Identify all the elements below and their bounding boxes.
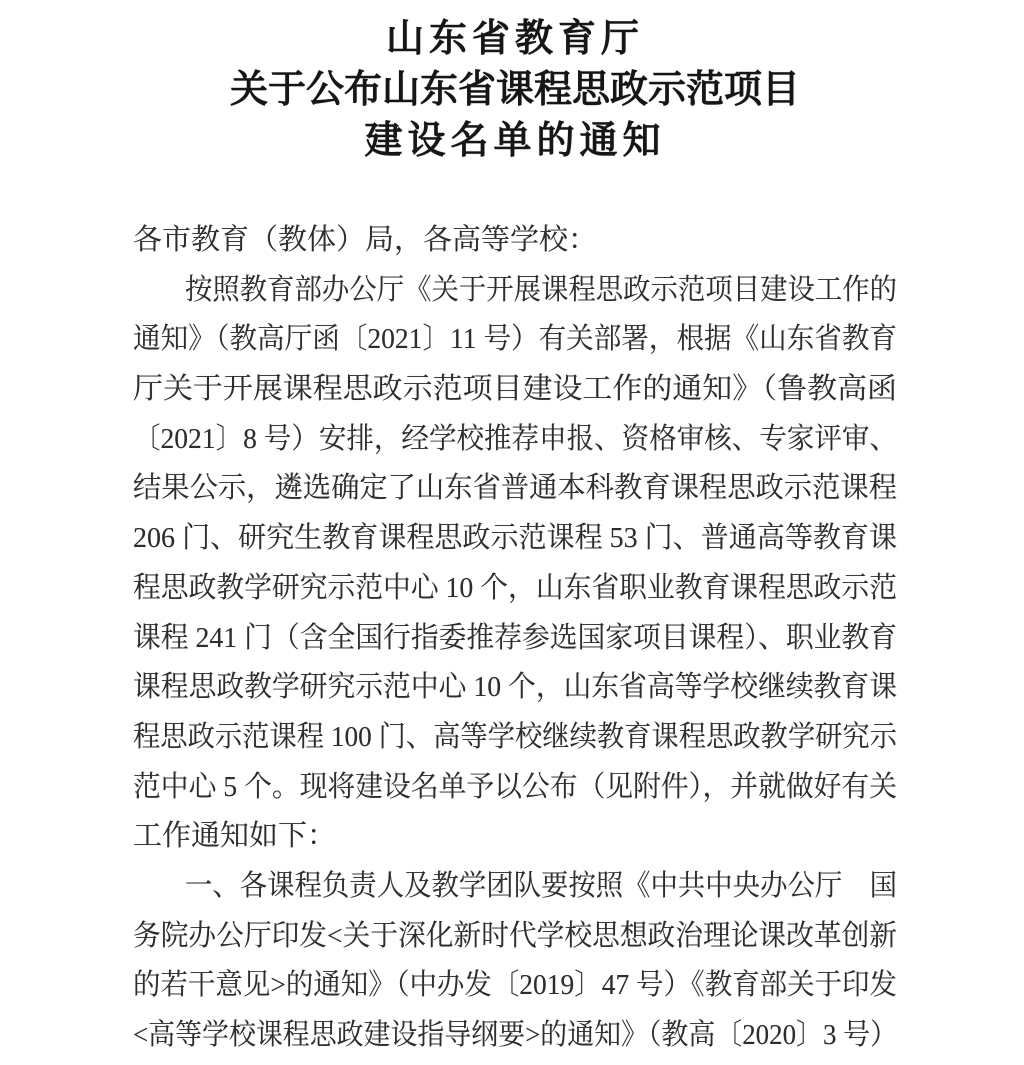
- body-line: 务院办公厅印发<关于深化新时代学校思想政治理论课改革创新: [133, 919, 897, 952]
- body-line: 厅关于开展课程思政示范项目建设工作的通知》（鲁教高函: [133, 373, 898, 406]
- title-line-2: 关于公布山东省课程思政示范项目: [229, 69, 800, 111]
- title-line-1: 山东省教育厅: [385, 18, 644, 60]
- title-line-3: 建设名单的通知: [364, 120, 666, 162]
- body-line: 的若干意见>的通知》（中办发〔2019〕47 号）《教育部关于印发: [133, 969, 897, 1002]
- body-line: 课程 241 门（含全国行指委推荐参选国家项目课程）、职业教育: [133, 621, 897, 654]
- document-body: [133, 216, 897, 1061]
- body-line: <高等学校课程思政建设指导纲要>的通知》（教高〔2020〕3 号）: [133, 1019, 897, 1051]
- body-line: 一、各课程负责人及教学团队要按照《中共中央办公厅 国: [185, 869, 897, 902]
- salutation-line: 各市教育（教体）局，各高等学校：: [133, 224, 598, 256]
- body-line: 通知》（教高厅函〔2021〕11 号）有关部署，根据《山东省教育: [133, 323, 897, 356]
- body-line: 结果公示，遴选确定了山东省普通本科教育课程思政示范课程: [133, 472, 897, 505]
- body-line: 范中心 5 个。现将建设名单予以公布（见附件），并就做好有关: [133, 770, 897, 803]
- body-line: 程思政教学研究示范中心 10 个，山东省职业教育课程思政示范: [133, 571, 897, 604]
- document-title: [133, 14, 897, 167]
- body-line: 按照教育部办公厅《关于开展课程思政示范项目建设工作的: [185, 273, 897, 306]
- body-line: 课程思政教学研究示范中心 10 个，山东省高等学校继续教育课: [133, 671, 897, 704]
- body-line: 工作通知如下：: [133, 820, 337, 853]
- body-line: 206 门、研究生教育课程思政示范课程 53 门、普通高等教育课: [133, 522, 897, 555]
- body-line: 〔2021〕8 号）安排，经学校推荐申报、资格审核、专家评审、: [133, 422, 897, 455]
- body-line: 程思政示范课程 100 门、高等学校继续教育课程思政教学研究示: [133, 720, 897, 753]
